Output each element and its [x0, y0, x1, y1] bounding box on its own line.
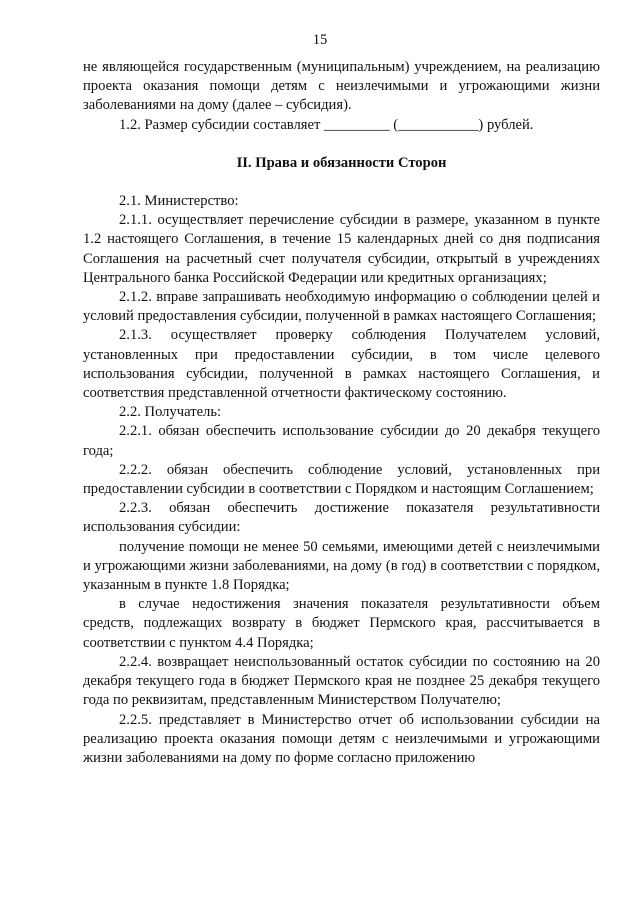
document-body: [83, 58, 600, 768]
paragraph-indicator: получение помощи не менее 50 семьями, имеющими детей с неизлечимыми и угрожающими жизни заболеваниями, на дому (в год) в соответствии с порядком, указанным в пункте 1.8 Порядка;: [83, 538, 600, 594]
paragraph-refund-calc: в случае недостижения значения показателя результативности объем средств, подлежащих возврату в бюджет Пермского края, рассчитывается в соответствии с пунктом 4.4 Порядка;: [83, 596, 600, 651]
paragraph-2-1-1: 2.1.1. осуществляет перечисление субсидии в размере, указанном в пункте 1.2 настоящего Соглашения, в течение 15 календарных дней со дня подписания Соглашения на расчетный счет получателя субсидии, открытый в учреждениях Центрального банка Российской Федерации или кредитных организациях;: [83, 212, 600, 286]
paragraph-2-1-3: 2.1.3. осуществляет проверку соблюдения Получателем условий, установленных при предоставлении субсидии, в том числе целевого использования субсидии, полученной в рамках настоящего Соглашения, и соответствия представленной отчетности фактическому состоянию.: [83, 327, 600, 402]
section-heading: II. Права и обязанности Сторон: [236, 154, 447, 171]
paragraph-2-2-1: 2.2.1. обязан обеспечить использование субсидии до 20 декабря текущего года;: [83, 423, 600, 459]
paragraph-2-2: 2.2. Получатель:: [119, 404, 222, 421]
paragraph-2-1: 2.1. Министерство:: [119, 193, 239, 210]
paragraph-2-2-4: 2.2.4. возвращает неиспользованный остаток субсидии по состоянию на 20 декабря текущего года в бюджет Пермского края не позднее 25 декабря текущего года по реквизитам, представленным Министерством Получателю;: [83, 653, 600, 709]
paragraph-2-2-5: 2.2.5. представляет в Министерство отчет об использовании субсидии на реализацию проекта оказания помощи детям с неизлечимыми и угрожающими жизни заболеваниями на дому по форме согласно приложению: [83, 711, 600, 766]
paragraph-subsidy-purpose: не являющейся государственным (муниципальным) учреждением, на реализацию проекта оказания помощи детям с неизлечимыми и угрожающими жизни заболеваниями на дому (далее – субсидия).: [83, 59, 600, 114]
paragraph-2-2-2: 2.2.2. обязан обеспечить соблюдение условий, установленных при предоставлении субсидии в соответствии с Порядком и настоящим Соглашением;: [83, 461, 600, 498]
page-number: 15: [312, 32, 328, 48]
paragraph-2-1-2: 2.1.2. вправе запрашивать необходимую информацию о соблюдении целей и условий предоставления субсидии, полученной в рамках настоящего Соглашения;: [83, 289, 600, 325]
paragraph-1-2: 1.2. Размер субсидии составляет _________ (___________) рублей.: [119, 116, 534, 133]
paragraph-2-2-3: 2.2.3. обязан обеспечить достижение показателя результативности использования субсидии:: [83, 500, 600, 536]
